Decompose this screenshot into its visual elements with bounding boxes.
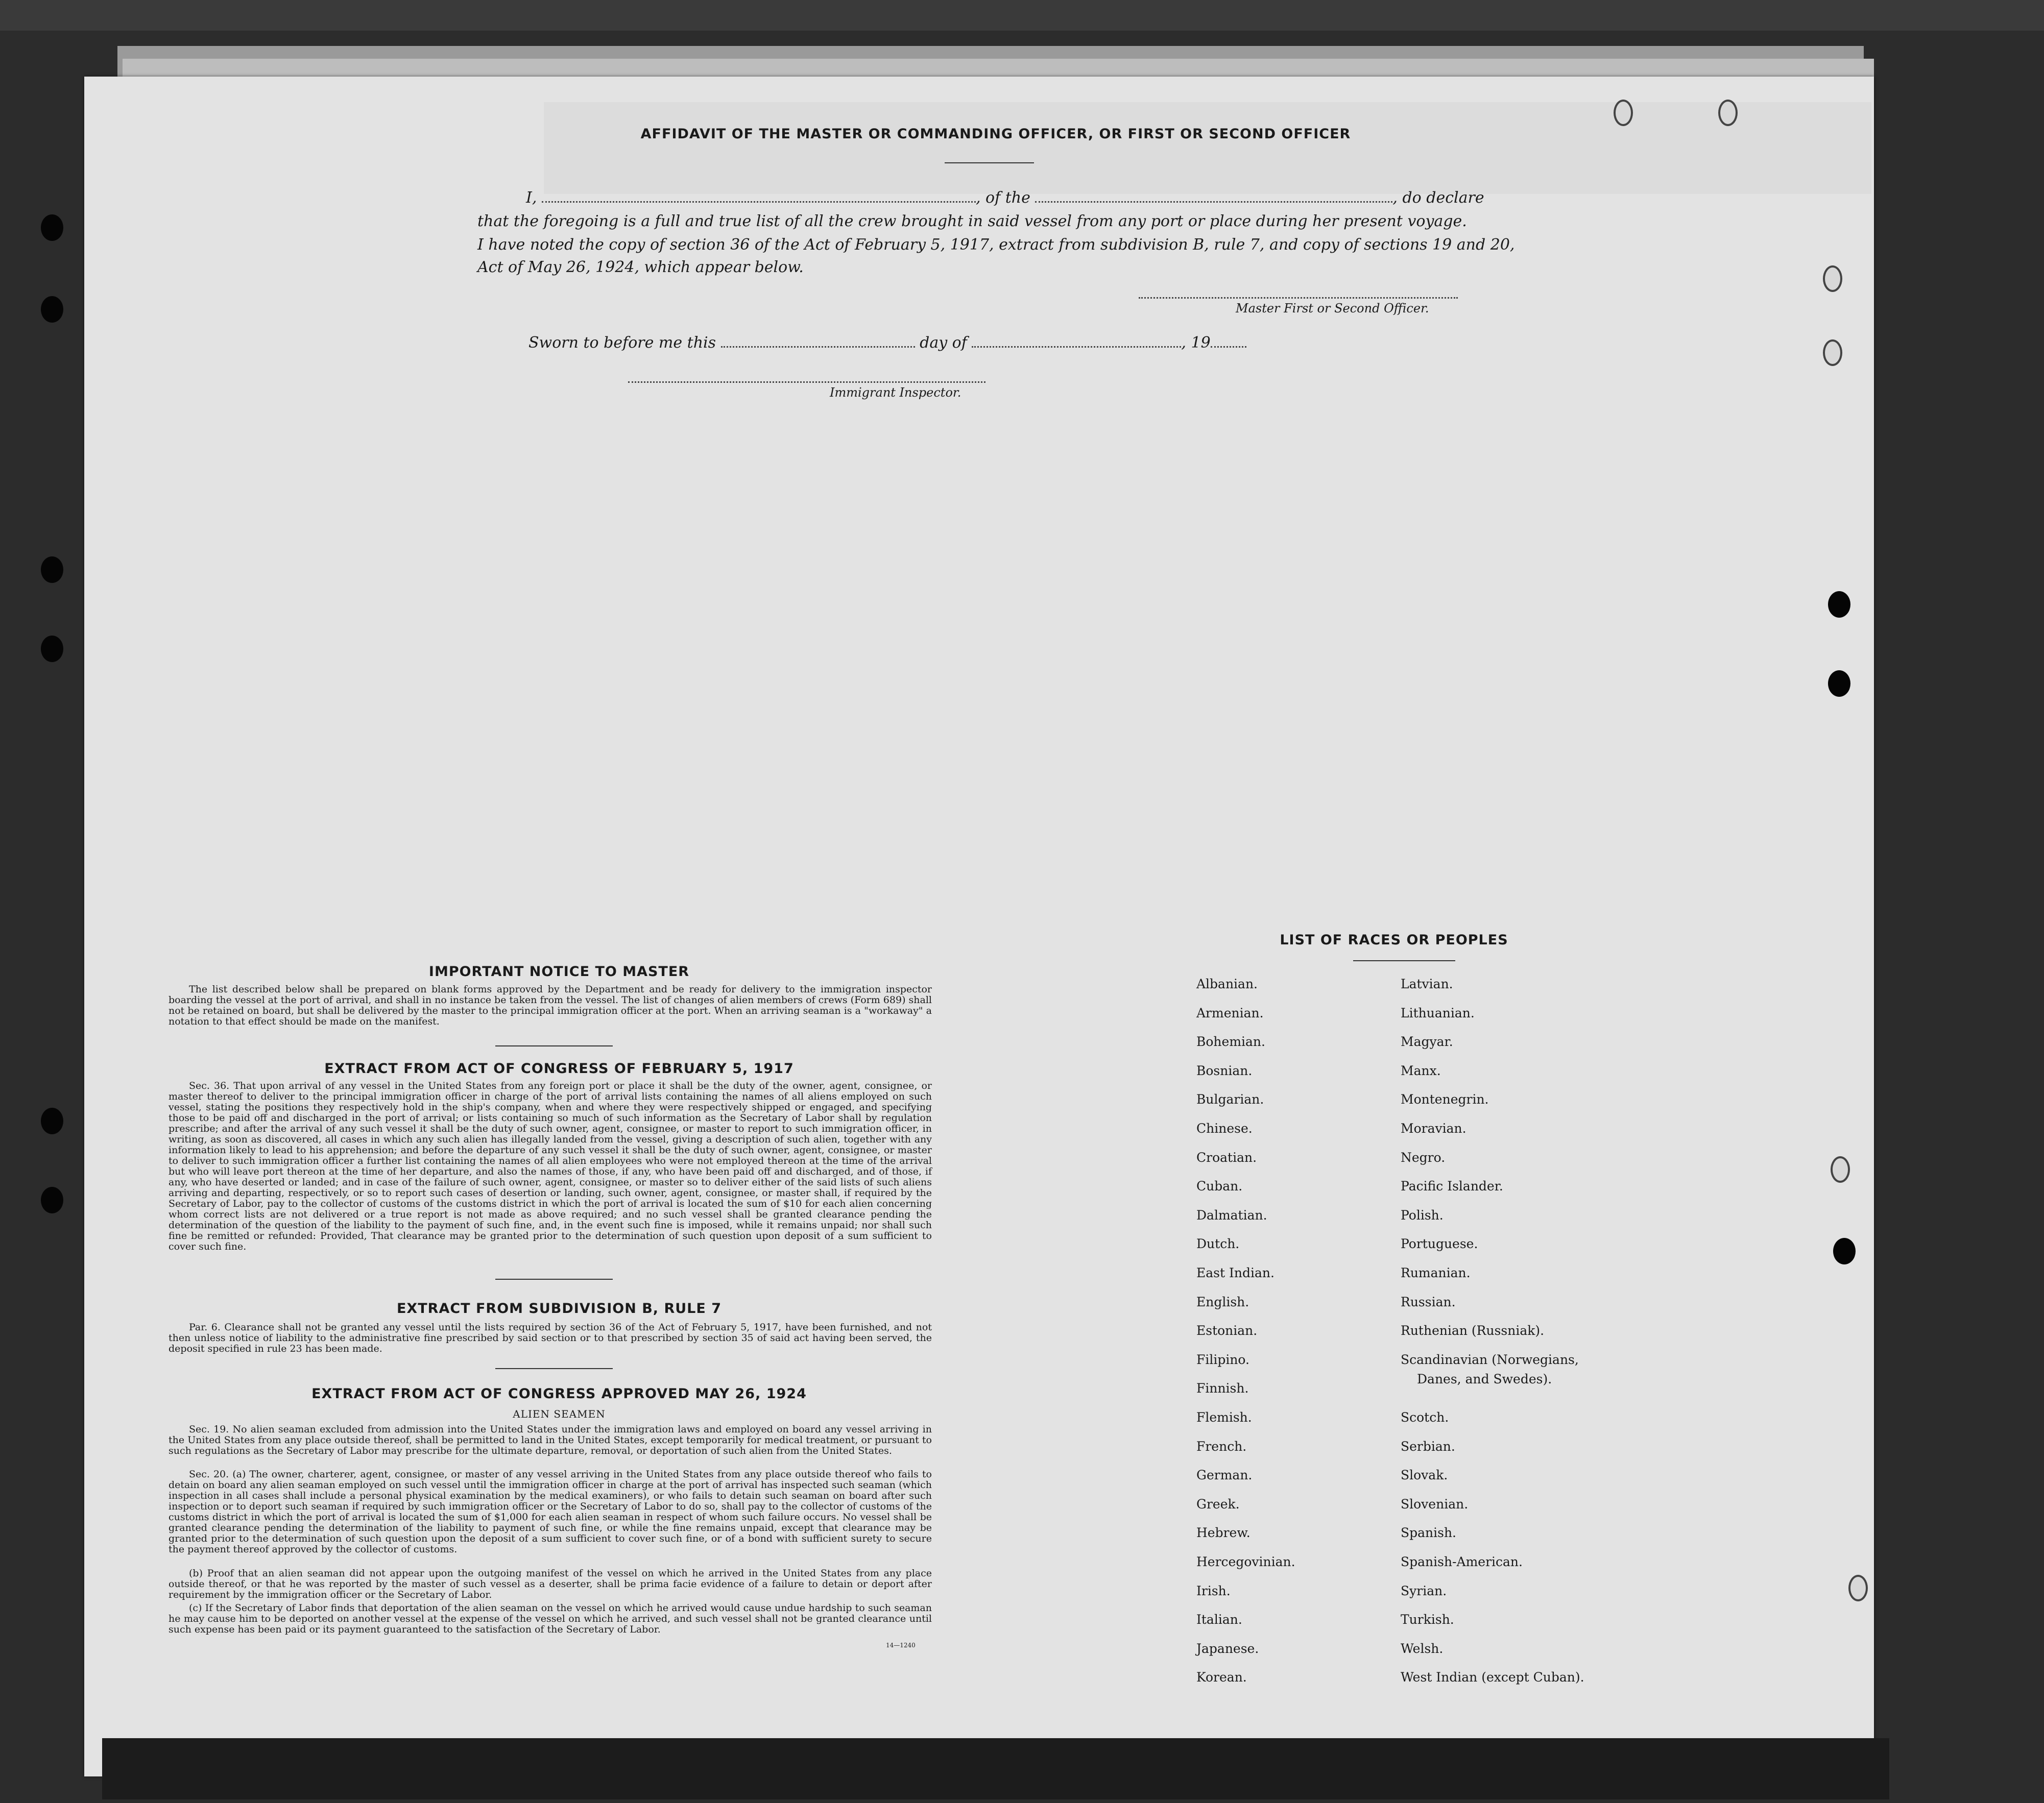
sworn-year-field[interactable] [1211, 345, 1246, 348]
sworn-line [528, 332, 1294, 354]
affidavit-line-3: I have noted the copy of section 36 of the Act of February 5, 1917, extract from subdivision B, rule 7, and copy of sections 19 and 20, [477, 236, 1515, 254]
punch-hole-icon [1823, 265, 1842, 292]
extract-1924-title: EXTRACT FROM ACT OF CONGRESS APPROVED MAY 26, 1924 [311, 1386, 807, 1402]
affidavit-title: AFFIDAVIT OF THE MASTER OR COMMANDING OFFICER, OR FIRST OR SECOND OFFICER [640, 126, 1351, 142]
rule7-title: EXTRACT FROM SUBDIVISION B, RULE 7 [396, 1301, 722, 1317]
race-item-right: Ruthenian (Russniak). [1401, 1323, 1545, 1338]
sworn-day-field[interactable] [721, 345, 915, 348]
race-item-right: Moravian. [1401, 1121, 1466, 1136]
master-signature-field[interactable] [1139, 296, 1458, 299]
notice-text: The list described below shall be prepared on blank forms approved by the Department and be ready for delivery to the immigration inspector boarding the vessel at the port of arrival, and shall in no instance be taken from the vessel. The list of changes of alien members of crews (Form 689) shall not be retained on board, but shall be delivered by the master to the principal immigration officer at the port. When an arriving seaman is a "workaway" a notation to that effect should be made on the manifest. [169, 984, 932, 1027]
race-item-right: Scandinavian (Norwegians, [1401, 1352, 1579, 1367]
race-item-left: Hebrew. [1196, 1525, 1251, 1541]
race-item-right: Spanish. [1401, 1525, 1457, 1541]
sworn-label: Sworn to before me this [528, 334, 716, 352]
i-label: I, [526, 189, 537, 207]
divider [945, 162, 1034, 163]
race-item-left: Irish. [1196, 1583, 1231, 1598]
race-item-left: English. [1196, 1294, 1249, 1309]
form-number: 14—1240 [886, 1642, 916, 1649]
race-item-right: Portuguese. [1401, 1236, 1478, 1252]
race-item-left: Chinese. [1196, 1121, 1253, 1136]
race-item-left: Japanese. [1196, 1641, 1259, 1656]
race-item-left: Dutch. [1196, 1236, 1240, 1252]
race-item-left: German. [1196, 1468, 1253, 1483]
race-item-left: East Indian. [1196, 1265, 1275, 1280]
extract-1917-text: Sec. 36. That upon arrival of any vessel in the United States from any foreign port or place it shall be the duty of the owner, agent, consignee, or master thereof to deliver to the principal immigration officer in charge of the port of arrival lists containing the names of all aliens employed on such vessel, stating the positions they respectively hold in the ship's company, when and where they were respectively shipped or engaged, and specifying those to be paid off and discharged in the port of arrival; or lists containing so much of such information as the Secretary of Labor shall by regulation prescribe; and after the arrival of any such vessel it shall be the duty of such owner, agent, consignee, or master to report to such immigration officer, in writing, as soon as discovered, all cases in which any such alien has illegally landed from the vessel, giving a description of such alien, together with any information likely to lead to his apprehension; and before the departure of any such vessel it shall be the duty of such owner, agent, consignee, or master to deliver to such immigration officer a further list containing the names of all alien employees who were not employed thereon at the time of the arrival but who will leave port thereon at the time of her departure, and also the names of those, if any, who have been paid off and discharged, and of those, if any, who have deserted or landed; and in case of the failure of such owner, agent, consignee, or master so to deliver either of the said lists of such aliens arriving and departing, respectively, or so to report such cases of desertion or landing, such owner, agent, consignee, or master shall, if required by the Secretary of Labor, pay to the collector of customs of the customs district in which the port of arrival is located the sum of $10 for each alien concerning whom correct lists are not delivered or a true report is not made as above required; and no such vessel shall be granted clearance pending the determination of the question of the liability to the payment of such fine, and, in the event such fine is imposed, while it remains unpaid; nor shall such fine be remitted or refunded: Provided, That clearance may be granted prior to the determination of such question upon deposit of a sum sufficient to cover such fine. [169, 1080, 932, 1252]
race-item-right: Lithuanian. [1401, 1005, 1475, 1020]
race-item-left: Bosnian. [1196, 1063, 1253, 1078]
race-item-left: French. [1196, 1439, 1247, 1454]
punch-hole-icon [1823, 339, 1842, 366]
race-item-left: Bohemian. [1196, 1034, 1265, 1050]
race-item-right: Slovak. [1401, 1468, 1448, 1483]
sec20a-text: Sec. 20. (a) The owner, charterer, agent, consignee, or master of any vessel arriving in the United States from any place outside thereof who fails to detain on board any alien seaman employed on such vessel until the immigration officer in charge at the port of arrival has inspected such seaman (which inspection in all cases shall include a personal physical examination by the medical examiners), or who fails to detain such seaman on board after such inspection or to deport such seaman if required by such immigration officer or the Secretary of Labor to do so, shall pay to the collector of customs of the customs district in which the port of arrival is located the sum of $1,000 for each alien seaman in respect of whom such failure occurs. No vessel shall be granted clearance pending the determination of the liability to payment of such fine, or while the fine remains unpaid, except that clearance may be granted prior to the determination of such question upon the deposit of a sum sufficient to cover such fine, or of a bond with sufficient surety to secure the payment thereof approved by the collector of customs. [169, 1469, 932, 1555]
inspector-signature-label: Immigrant Inspector. [830, 385, 961, 400]
punch-hole-icon [1828, 591, 1850, 618]
races-title: LIST OF RACES OR PEOPLES [1280, 932, 1508, 948]
punch-hole-icon [1848, 1575, 1868, 1601]
race-item-left: Flemish. [1196, 1410, 1252, 1425]
punch-hole-icon [41, 556, 63, 583]
race-item-right: Serbian. [1401, 1439, 1455, 1454]
race-item-right: Negro. [1401, 1150, 1446, 1165]
race-item-left: Croatian. [1196, 1150, 1257, 1165]
race-item-right: Polish. [1401, 1207, 1444, 1223]
race-item-right: Syrian. [1401, 1583, 1447, 1598]
race-item-right: Russian. [1401, 1294, 1456, 1309]
race-item-right: Magyar. [1401, 1034, 1453, 1050]
year-prefix-label: , 19 [1181, 334, 1211, 352]
alien-seamen-subtitle: ALIEN SEAMEN [513, 1408, 606, 1420]
race-item-right: Rumanian. [1401, 1265, 1471, 1280]
race-item-left: Bulgarian. [1196, 1092, 1264, 1107]
race-item-left: Dalmatian. [1196, 1207, 1267, 1223]
punch-hole-icon [1831, 1156, 1850, 1183]
punch-hole-icon [41, 1187, 63, 1213]
race-item-right: Scotch. [1401, 1410, 1449, 1425]
inspector-signature-field[interactable] [628, 380, 985, 383]
punch-hole-icon [41, 636, 63, 662]
race-item-left: Estonian. [1196, 1323, 1258, 1338]
divider [1353, 960, 1455, 961]
scan-background-top [0, 0, 2044, 31]
scan-bottom-edge [102, 1738, 1889, 1799]
extract-1917-title: EXTRACT FROM ACT OF CONGRESS OF FEBRUARY 5, 1917 [324, 1061, 794, 1077]
punch-hole-icon [1828, 670, 1850, 697]
race-item-right: Manx. [1401, 1063, 1441, 1078]
sec20b-text: (b) Proof that an alien seaman did not appear upon the outgoing manifest of the vessel on which he arrived in the United States from any place outside thereof, or that he was reported by the master of such vessel as a deserter, shall be prima facie evidence of a failure to detain or deport after requirement by the immigration officer or the Secretary of Labor. [169, 1568, 932, 1600]
punch-hole-icon [1718, 100, 1738, 126]
race-item-left: Cuban. [1196, 1179, 1243, 1194]
race-item-right: Pacific Islander. [1401, 1179, 1503, 1194]
sec20c-text: (c) If the Secretary of Labor finds that deportation of the alien seaman on the vessel on which he arrived would cause undue hardship to such seaman he may cause him to be deported on another vessel at the expense of the vessel on which he arrived, and such vessel shall not be granted clearance until such expense has been paid or its payment guaranteed to the satisfaction of the Secretary of Labor. [169, 1602, 932, 1635]
name-field[interactable] [542, 200, 976, 203]
sec19-text: Sec. 19. No alien seaman excluded from admission into the United States under the immigration laws and employed on board any vessel arriving in the United States from any place outside thereof, shall be permitted to land in the United States, except temporarily for medical treatment, or pursuant to such regulations as the Secretary of Labor may prescribe for the ultimate departure, removal, or deportation of such alien from the United States. [169, 1424, 932, 1456]
punch-hole-icon [41, 296, 63, 323]
punch-hole-icon [41, 1108, 63, 1134]
race-item-left: Italian. [1196, 1612, 1242, 1627]
divider [495, 1279, 613, 1280]
affidavit-line-2: that the foregoing is a full and true list of all the crew brought in said vessel from any port or place during her present voyage. [477, 212, 1467, 230]
race-item-right: Turkish. [1401, 1612, 1454, 1627]
race-item-left: Filipino. [1196, 1352, 1249, 1367]
affidavit-line-4: Act of May 26, 1924, which appear below. [477, 258, 804, 276]
race-item-right: West Indian (except Cuban). [1401, 1670, 1584, 1685]
race-item-left: Korean. [1196, 1670, 1247, 1685]
day-of-label: day of [920, 334, 967, 352]
race-item-left: Greek. [1196, 1496, 1240, 1512]
divider [495, 1045, 613, 1046]
race-item-right: Latvian. [1401, 977, 1453, 991]
punch-hole-icon [41, 214, 63, 241]
notice-title: IMPORTANT NOTICE TO MASTER [428, 964, 690, 980]
divider [495, 1368, 613, 1369]
race-item-scandinavian-cont: Danes, and Swedes). [1417, 1372, 1552, 1386]
race-item-right: Montenegrin. [1401, 1092, 1489, 1107]
do-declare-label: , do declare [1392, 189, 1484, 207]
race-item-right: Welsh. [1401, 1641, 1444, 1656]
affidavit-line-1 [526, 187, 1496, 209]
race-item-left: Armenian. [1196, 1005, 1264, 1020]
race-item-right: Spanish-American. [1401, 1554, 1523, 1569]
race-item-left: Albanian. [1196, 977, 1258, 991]
rule7-text: Par. 6. Clearance shall not be granted any vessel until the lists required by section 36 of the Act of February 5, 1917, have been furnished, and not then unless notice of liability to the administrative fine prescribed by said section or to that prescribed by section 35 of said act having been served, the deposit specified in rule 23 has been made. [169, 1322, 932, 1354]
sworn-month-field[interactable] [972, 345, 1181, 348]
punch-hole-icon [1614, 100, 1633, 126]
race-item-left: Finnish. [1196, 1381, 1249, 1396]
race-item-right: Slovenian. [1401, 1496, 1469, 1512]
race-item-left: Hercegovinian. [1196, 1554, 1295, 1569]
of-the-label: , of the [975, 189, 1030, 207]
bleed-through-area [544, 102, 1871, 194]
master-signature-label: Master First or Second Officer. [1236, 301, 1429, 315]
vessel-field[interactable] [1035, 200, 1392, 203]
punch-hole-icon [1833, 1238, 1856, 1264]
